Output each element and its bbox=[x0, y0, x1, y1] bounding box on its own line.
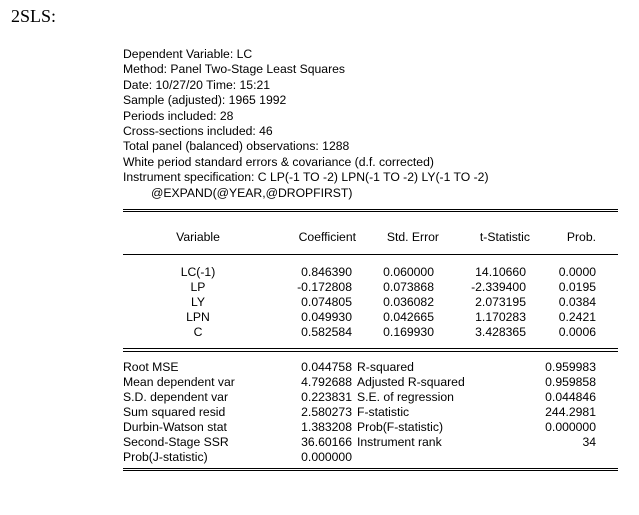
row-std-error: 0.036082 bbox=[383, 295, 434, 309]
stats-bottom-rule bbox=[123, 468, 618, 471]
table-bottom-rule bbox=[123, 348, 618, 349]
stat-label-right: Adjusted R-squared bbox=[357, 375, 465, 389]
col-header-coefficient: Coefficient bbox=[298, 230, 356, 244]
stat-value-right: 0.044846 bbox=[545, 390, 596, 404]
table-top-rule bbox=[123, 209, 618, 212]
stat-label-left: Prob(J-statistic) bbox=[123, 450, 208, 464]
col-header-std-error: Std. Error bbox=[386, 230, 439, 244]
col-header-t-statistic: t-Statistic bbox=[479, 230, 530, 244]
stat-value-right: 244.2981 bbox=[545, 405, 596, 419]
row-t-statistic: 3.428365 bbox=[475, 325, 526, 339]
stat-value-right: 0.000000 bbox=[545, 420, 596, 434]
periods-line: Periods included: 28 bbox=[123, 108, 234, 123]
regression-output bbox=[123, 47, 618, 464]
row-std-error: 0.042665 bbox=[383, 310, 434, 324]
stat-label-left: Mean dependent var bbox=[123, 375, 235, 389]
stat-value-left: 4.792688 bbox=[301, 375, 352, 389]
row-coefficient: -0.172808 bbox=[297, 280, 352, 294]
row-variable: C bbox=[193, 325, 203, 339]
row-prob: 0.2421 bbox=[558, 310, 596, 324]
row-prob: 0.0384 bbox=[558, 295, 596, 309]
row-variable: LPN bbox=[186, 310, 210, 324]
row-coefficient: 0.582584 bbox=[301, 325, 352, 339]
stats-top-rule bbox=[123, 351, 618, 352]
stat-value-right: 0.959983 bbox=[545, 360, 596, 374]
table-header-rule bbox=[123, 254, 618, 255]
stat-label-right: Instrument rank bbox=[357, 435, 442, 449]
dependent-variable-line: Dependent Variable: LC bbox=[123, 47, 253, 61]
row-coefficient: 0.074805 bbox=[301, 295, 352, 309]
row-std-error: 0.169930 bbox=[383, 325, 434, 339]
row-std-error: 0.060000 bbox=[383, 265, 434, 279]
row-t-statistic: 1.170283 bbox=[475, 310, 526, 324]
instrument-line: Instrument specification: C LP(-1 TO -2) LPN(-1 TO -2) LY(-1 TO -2) bbox=[123, 170, 489, 185]
row-variable: LY bbox=[190, 295, 205, 309]
row-coefficient: 0.049930 bbox=[301, 310, 352, 324]
stat-label-left: Second-Stage SSR bbox=[123, 435, 229, 449]
stat-value-left: 0.223831 bbox=[301, 390, 352, 404]
row-prob: 0.0000 bbox=[558, 265, 596, 279]
row-prob: 0.0195 bbox=[558, 280, 596, 294]
col-header-variable: Variable bbox=[176, 230, 220, 244]
stat-label-right: Prob(F-statistic) bbox=[357, 420, 443, 434]
stat-value-left: 1.383208 bbox=[301, 420, 352, 434]
stat-value-left: 2.580273 bbox=[301, 405, 352, 419]
row-variable: LP bbox=[190, 280, 206, 294]
stat-value-right: 34 bbox=[582, 435, 596, 449]
sample-line: Sample (adjusted): 1965 1992 bbox=[123, 93, 287, 108]
col-header-prob: Prob. bbox=[566, 230, 596, 244]
stat-value-right: 0.959858 bbox=[545, 375, 596, 389]
method-line: Method: Panel Two-Stage Least Squares bbox=[123, 62, 345, 77]
row-t-statistic: 14.10660 bbox=[475, 265, 526, 279]
date-time-line: Date: 10/27/20 Time: 15:21 bbox=[123, 77, 271, 92]
stat-value-left: 0.044758 bbox=[301, 360, 352, 374]
instrument-continuation-line: @EXPAND(@YEAR,@DROPFIRST) bbox=[151, 185, 353, 200]
covariance-line: White period standard errors & covariance (d.f. corrected) bbox=[123, 154, 434, 169]
stat-label-left: Sum squared resid bbox=[123, 405, 226, 419]
section-heading: 2SLS: bbox=[11, 6, 57, 26]
stat-label-right: F-statistic bbox=[357, 405, 410, 419]
row-t-statistic: -2.339400 bbox=[471, 280, 526, 294]
row-std-error: 0.073868 bbox=[383, 280, 434, 294]
cross-sections-line: Cross-sections included: 46 bbox=[123, 123, 273, 138]
stat-label-left: Root MSE bbox=[123, 360, 179, 374]
row-t-statistic: 2.073195 bbox=[475, 295, 526, 309]
stat-value-left: 0.000000 bbox=[301, 450, 352, 464]
stat-label-left: S.D. dependent var bbox=[123, 390, 229, 404]
stat-label-left: Durbin-Watson stat bbox=[123, 420, 227, 434]
stat-value-left: 36.60166 bbox=[301, 435, 352, 449]
stat-label-right: R-squared bbox=[357, 360, 414, 374]
row-prob: 0.0006 bbox=[558, 325, 596, 339]
row-coefficient: 0.846390 bbox=[301, 265, 352, 279]
observations-line: Total panel (balanced) observations: 1288 bbox=[123, 139, 350, 154]
estimation-header bbox=[123, 47, 618, 201]
row-variable: LC(-1) bbox=[180, 265, 216, 279]
stat-label-right: S.E. of regression bbox=[357, 390, 454, 404]
